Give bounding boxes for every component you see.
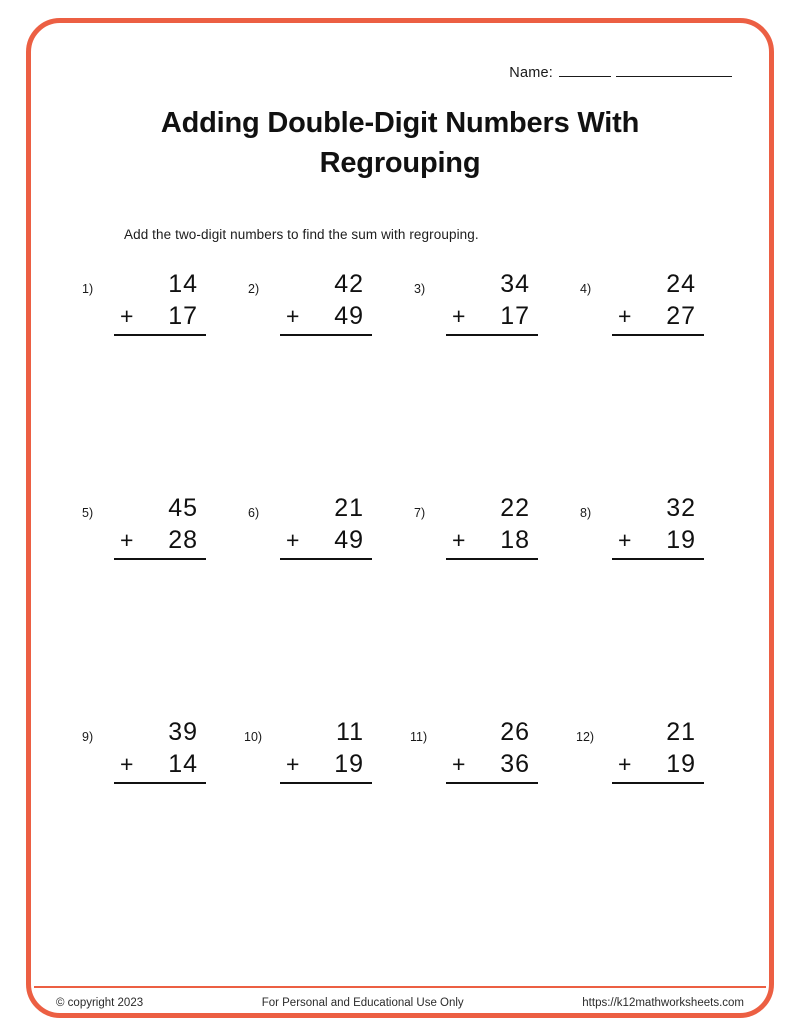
copyright-text: © copyright 2023 xyxy=(56,997,144,1009)
problem-stack xyxy=(280,270,374,336)
addend-bottom-row xyxy=(446,299,540,333)
addend-bottom-row xyxy=(446,523,540,557)
problem-item xyxy=(566,270,732,494)
sum-rule xyxy=(612,782,704,784)
problem-number: 1) xyxy=(82,282,94,297)
plus-sign-icon: + xyxy=(452,303,467,330)
plus-sign-icon: + xyxy=(120,751,135,778)
problem-stack xyxy=(280,494,374,560)
plus-sign-icon: + xyxy=(286,303,301,330)
addend-top: 42 xyxy=(334,270,364,299)
sum-rule xyxy=(280,334,372,336)
worksheet-content xyxy=(34,26,766,1010)
addend-bottom-row xyxy=(446,747,540,781)
problem-stack xyxy=(612,718,706,784)
addend-bottom: 18 xyxy=(500,526,530,555)
instructions-text: Add the two-digit numbers to find the sum with regrouping. xyxy=(124,227,479,243)
plus-sign-icon: + xyxy=(286,751,301,778)
addend-bottom-row xyxy=(280,523,374,557)
sum-rule xyxy=(114,558,206,560)
name-blank-short[interactable] xyxy=(559,64,611,77)
addend-bottom: 19 xyxy=(334,750,364,779)
addend-top: 21 xyxy=(666,718,696,747)
sum-rule xyxy=(280,558,372,560)
addend-top: 22 xyxy=(500,494,530,523)
addend-top: 26 xyxy=(500,718,530,747)
addend-bottom: 19 xyxy=(666,526,696,555)
sum-rule xyxy=(446,558,538,560)
addend-top: 11 xyxy=(336,718,364,747)
problem-stack xyxy=(446,494,540,560)
plus-sign-icon: + xyxy=(120,527,135,554)
problem-item xyxy=(234,494,400,718)
page-footer xyxy=(34,986,766,1009)
problem-item xyxy=(68,494,234,718)
problem-item xyxy=(566,718,732,942)
sum-rule xyxy=(446,334,538,336)
problem-number: 5) xyxy=(82,506,94,521)
problem-stack xyxy=(114,270,208,336)
problem-number: 12) xyxy=(576,730,595,745)
plus-sign-icon: + xyxy=(618,751,633,778)
name-field-row xyxy=(68,64,732,81)
addend-bottom: 17 xyxy=(168,302,198,331)
problem-stack xyxy=(612,494,706,560)
addend-bottom-row xyxy=(280,299,374,333)
name-label: Name: xyxy=(509,65,553,81)
footer-row xyxy=(34,997,766,1009)
sum-rule xyxy=(446,782,538,784)
problem-item xyxy=(234,718,400,942)
addend-bottom: 36 xyxy=(500,750,530,779)
addend-bottom: 49 xyxy=(334,302,364,331)
problem-item xyxy=(566,494,732,718)
sum-rule xyxy=(114,782,206,784)
addend-bottom: 14 xyxy=(168,750,198,779)
addend-bottom-row xyxy=(280,747,374,781)
problem-number: 10) xyxy=(244,730,263,745)
problem-stack xyxy=(114,494,208,560)
problem-number: 3) xyxy=(414,282,426,297)
sum-rule xyxy=(612,334,704,336)
addend-bottom-row xyxy=(114,523,208,557)
sum-rule xyxy=(612,558,704,560)
problem-stack xyxy=(114,718,208,784)
plus-sign-icon: + xyxy=(286,527,301,554)
addend-bottom: 27 xyxy=(666,302,696,331)
addend-bottom-row xyxy=(612,523,706,557)
addend-top: 34 xyxy=(500,270,530,299)
addend-top: 14 xyxy=(168,270,198,299)
problem-number: 6) xyxy=(248,506,260,521)
plus-sign-icon: + xyxy=(120,303,135,330)
problem-item xyxy=(400,718,566,942)
sum-rule xyxy=(114,334,206,336)
problem-item xyxy=(400,494,566,718)
problem-item xyxy=(68,718,234,942)
page-title: Adding Double-Digit Numbers With Regrouping xyxy=(160,107,640,180)
problem-number: 4) xyxy=(580,282,592,297)
problem-number: 8) xyxy=(580,506,592,521)
addend-bottom: 17 xyxy=(500,302,530,331)
plus-sign-icon: + xyxy=(452,751,467,778)
addend-bottom: 49 xyxy=(334,526,364,555)
addend-bottom: 28 xyxy=(168,526,198,555)
addend-top: 39 xyxy=(168,718,198,747)
usage-notice: For Personal and Educational Use Only xyxy=(261,997,464,1009)
sum-rule xyxy=(280,782,372,784)
footer-divider xyxy=(34,986,766,988)
addend-top: 32 xyxy=(666,494,696,523)
problem-number: 11) xyxy=(410,730,428,745)
plus-sign-icon: + xyxy=(618,303,633,330)
problem-item xyxy=(68,270,234,494)
addend-top: 45 xyxy=(168,494,198,523)
problem-stack xyxy=(446,270,540,336)
problem-number: 9) xyxy=(82,730,94,745)
addend-bottom-row xyxy=(114,299,208,333)
source-url: https://k12mathworksheets.com xyxy=(582,997,744,1009)
addend-bottom-row xyxy=(114,747,208,781)
addend-bottom-row xyxy=(612,747,706,781)
problem-stack xyxy=(446,718,540,784)
problem-stack xyxy=(280,718,374,784)
problem-item xyxy=(400,270,566,494)
name-blank-long[interactable] xyxy=(616,64,732,77)
problem-stack xyxy=(612,270,706,336)
plus-sign-icon: + xyxy=(618,527,633,554)
addend-top: 21 xyxy=(334,494,364,523)
problem-number: 7) xyxy=(414,506,426,521)
addend-bottom: 19 xyxy=(666,750,696,779)
problem-grid xyxy=(68,270,732,942)
problem-number: 2) xyxy=(248,282,260,297)
addend-bottom-row xyxy=(612,299,706,333)
addend-top: 24 xyxy=(666,270,696,299)
plus-sign-icon: + xyxy=(452,527,467,554)
problem-item xyxy=(234,270,400,494)
